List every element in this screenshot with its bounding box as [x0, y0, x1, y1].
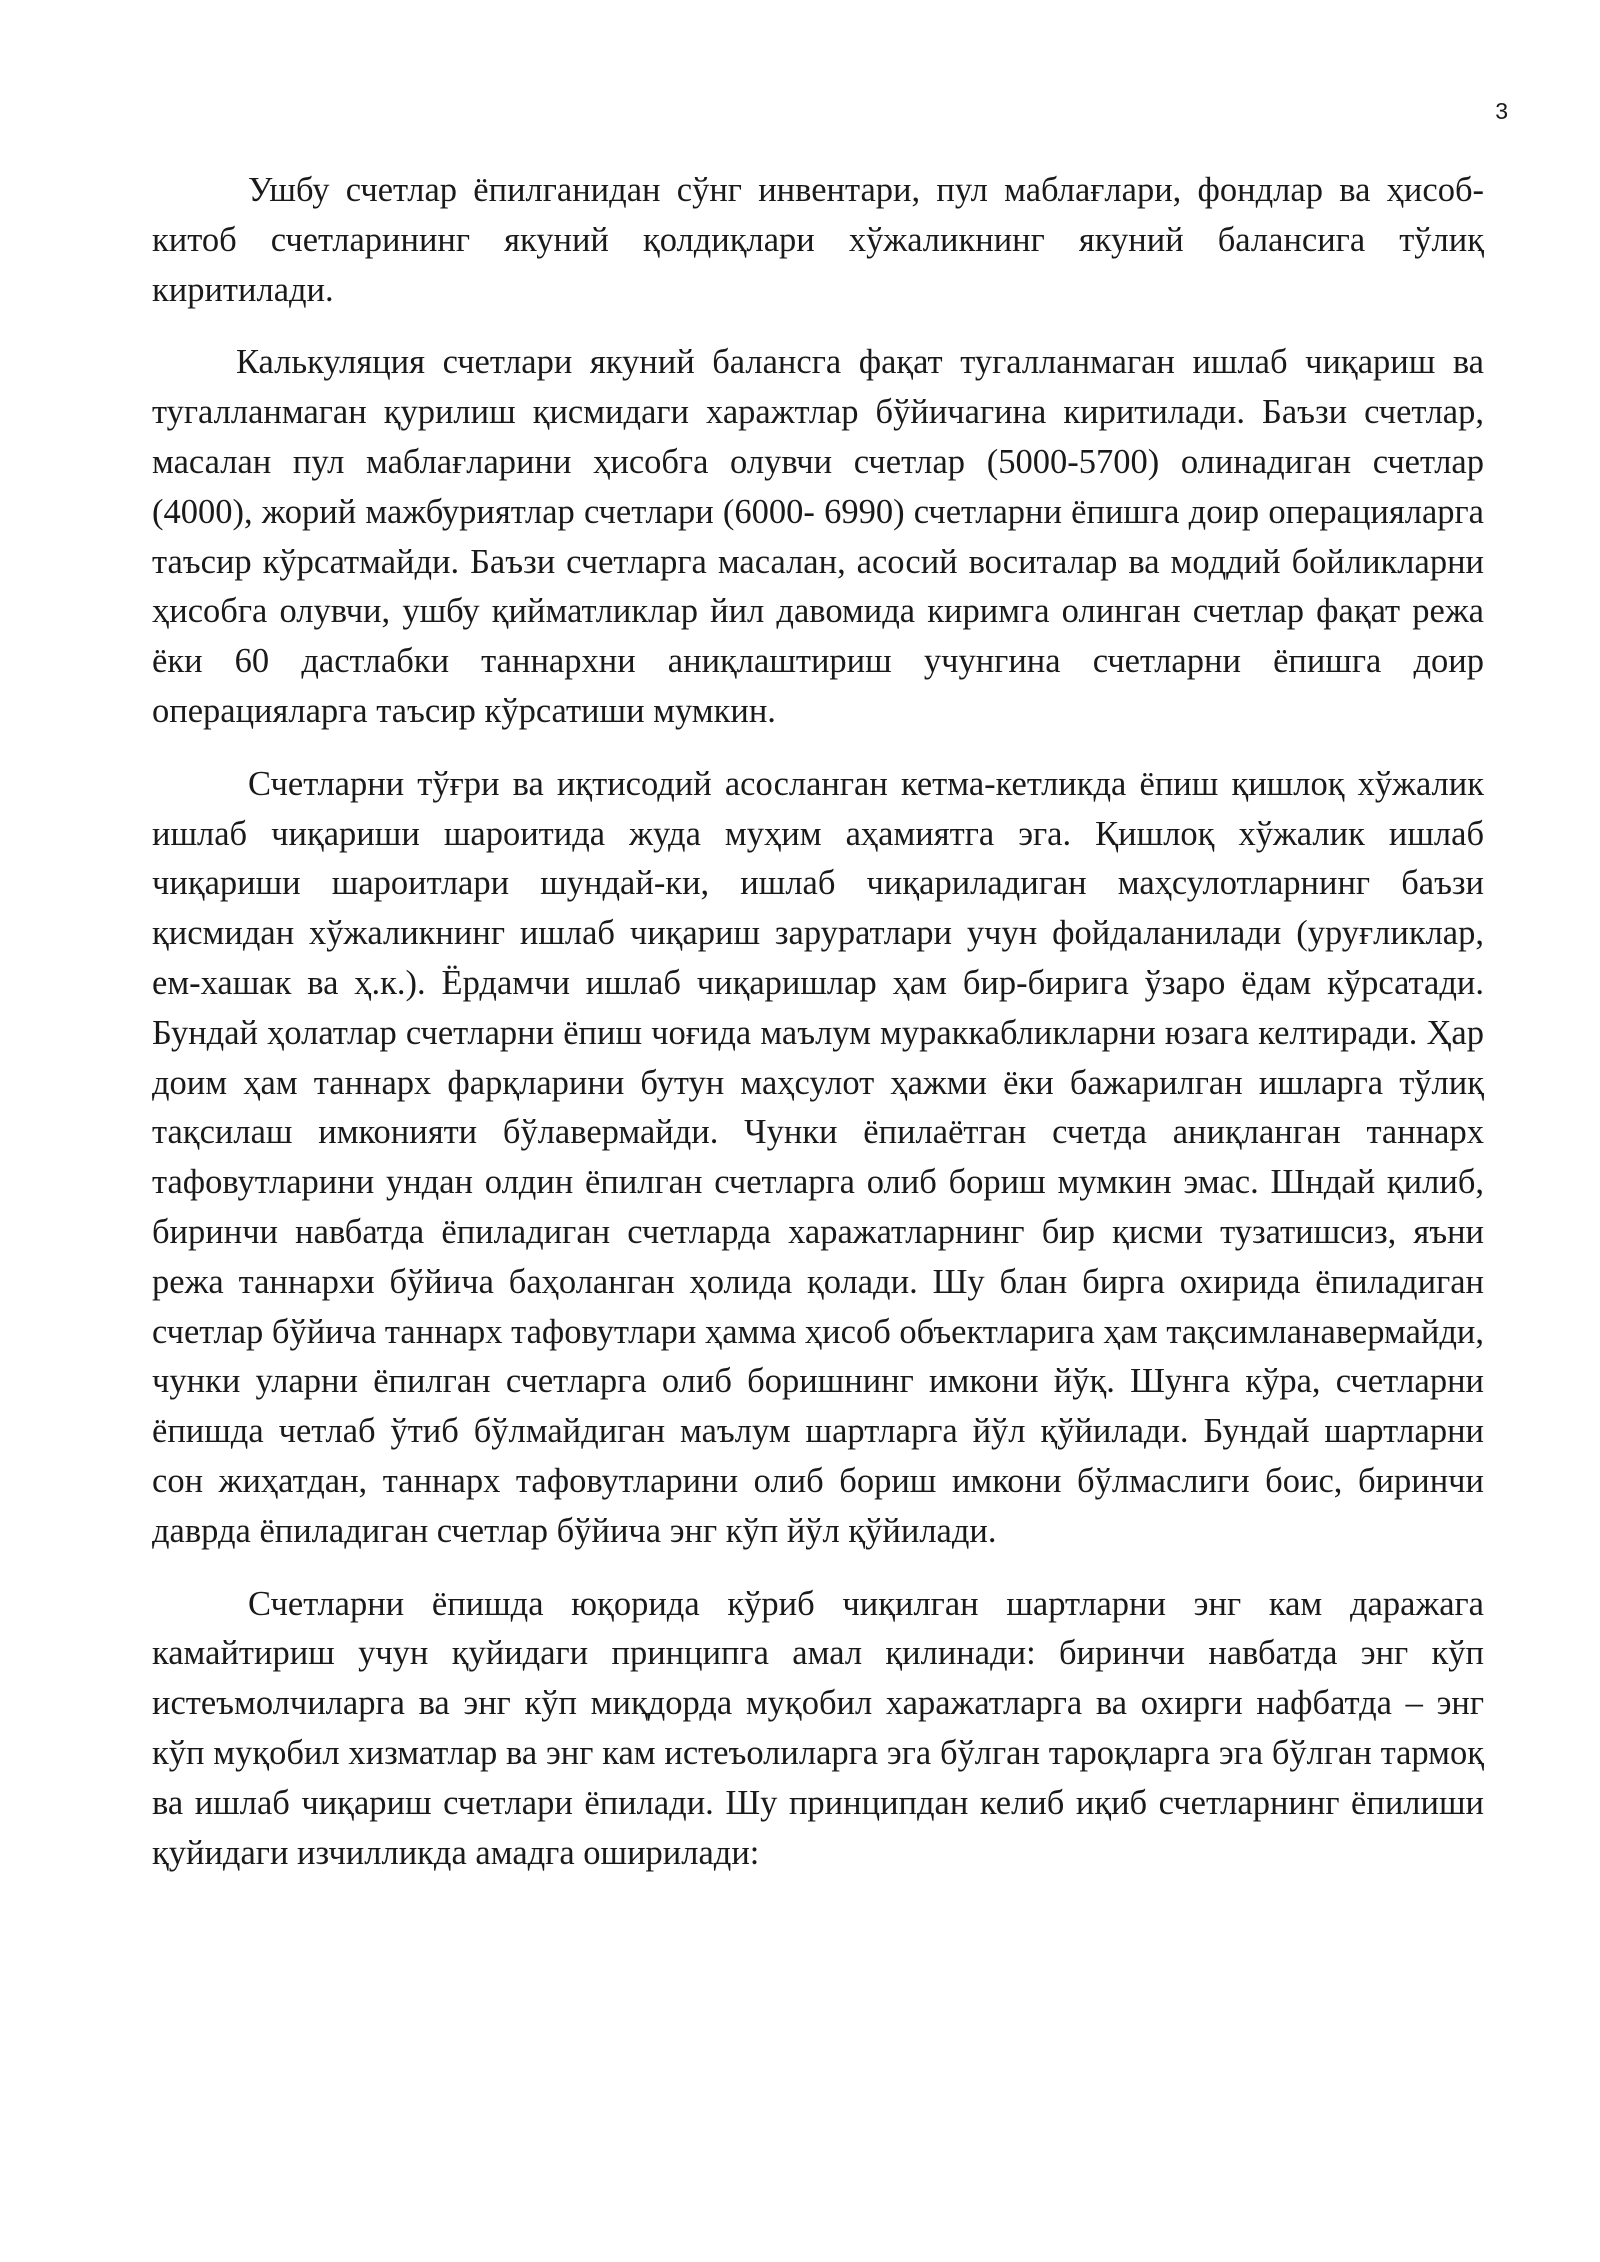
page-number: 3: [1495, 98, 1508, 124]
paragraph: Ушбу счетлар ёпилганидан сўнг инвентари, пул маблағлари, фондлар ва ҳисоб-китоб счетларининг якуний қолдиқлари хўжаликнинг якуний балансига тўлиқ киритилади.: [152, 171, 1484, 309]
document-body: [152, 166, 1484, 1901]
paragraph: Счетларни тўғри ва иқтисодий асосланган кетма-кетликда ёпиш қишлоқ хўжалик ишлаб чиқариши шароитида жуда муҳим аҳамиятга эга. Қишлоқ хўжалик ишлаб чиқариши шароитлари шундай-ки, ишлаб чиқариладиган маҳсулотларнинг баъзи қисмидан хўжаликнинг ишлаб чиқариш заруратлари учун фойдаланилади (уруғликлар, ем-хашак ва ҳ.к.). Ёрдамчи ишлаб чиқаришлар ҳам бир-бирига ўзаро ёдам кўрсатади. Бундай ҳолатлар счетларни ёпиш чоғида маълум мураккабликларни юзага келтиради. Ҳар доим ҳам таннарх фарқларини бутун маҳсулот ҳажми ёки бажарилган ишларга тўлиқ тақсилаш имконияти бўлавермайди. Чунки ёпилаётган счетда аниқланган таннарх тафовутларини ундан олдин ёпилган счетларга олиб бориш мумкин эмас. Шндай қилиб, биринчи навбатда ёпиладиган счетларда харажатларнинг бир қисми тузатишсиз, яъни режа таннархи бўйича баҳоланган ҳолида қолади. Шу блан бирга охирида ёпиладиган счетлар бўйича таннарх тафовутлари ҳамма ҳисоб объектларига ҳам тақсимланавермайди, чунки уларни ёпилган счетларга олиб боришнинг имкони йўқ. Шунга кўра, счетларни ёпишда четлаб ўтиб бўлмайдиган маълум шартларга йўл қўйилади. Бундай шартларни сон жиҳатдан, таннарх тафовутларини олиб бориш имкони бўлмаслиги боис, биринчи даврда ёпиладиган счетлар бўйича энг кўп йўл қўйилади.: [152, 764, 1484, 1550]
paragraph: Счетларни ёпишда юқорида кўриб чиқилган шартларни энг кам даражага камайтириш учун қуйидаги принципга амал қилинади: биринчи навбатда энг кўп истеъмолчиларга ва энг кўп миқдорда муқобил харажатларга ва охирги нафбатда – энг кўп муқобил хизматлар ва энг кам истеъолиларга эга бўлган тароқларга эга бўлган тармоқ ва ишлаб чиқариш счетлари ёпилади. Шу принципдан келиб иқиб счетларнинг ёпилиши қуйидаги изчилликда амадга оширилади:: [152, 1584, 1484, 1872]
paragraph: Калькуляция счетлари якуний балансга фақат тугалланмаган ишлаб чиқариш ва тугалланмаган қурилиш қисмидаги харажтлар бўйичагина киритилади. Баъзи счетлар, масалан пул маблағларини ҳисобга олувчи счетлар (5000-5700) олинадиган счетлар (4000), жорий мажбуриятлар счетлари (6000- 6990) счетларни ёпишга доир операцияларга таъсир кўрсатмайди. Баъзи счетларга масалан, асосий воситалар ва моддий бойликларни ҳисобга олувчи, ушбу қийматликлар йил давомида киримга олинган счетлар фақат режа ёки 60 дастлабки таннархни аниқлаштириш учунгина счетларни ёпишга доир операцияларга таъсир кўрсатиши мумкин.: [152, 343, 1484, 730]
